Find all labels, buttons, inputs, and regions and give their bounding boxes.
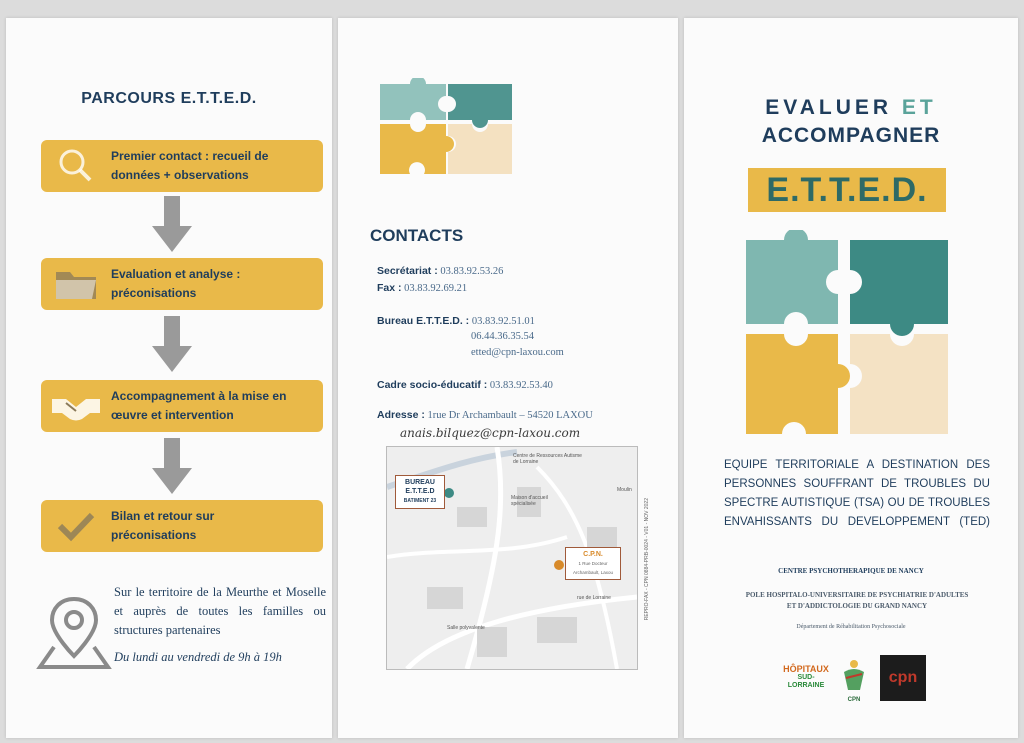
handshake-icon <box>41 380 111 432</box>
cadre-phone: 03.83.92.53.40 <box>489 380 553 391</box>
step-3-line1: Accompagnement à la mise en <box>111 389 287 403</box>
hopitaux-logo-line2: SUD-LORRAINE <box>787 674 825 689</box>
department-name: Département de Réhabilitation Psychosociale <box>796 624 906 630</box>
map-place-4: Moulin <box>617 487 632 493</box>
description-line-4: ENVAHISSANTS DU DEVELOPPEMENT (TED) <box>724 516 990 528</box>
cpn-figure-logo-text: CPN <box>847 697 861 703</box>
secretariat-label: Secrétariat : <box>377 265 438 277</box>
bureau-label: Bureau E.T.T.E.D. : <box>377 315 470 327</box>
pole-line-1: POLE HOSPITALO-UNIVERSITAIRE DE PSYCHIATRIE D'ADULTES <box>745 591 969 599</box>
secretariat-phone: 03.83.92.53.26 <box>440 266 504 277</box>
location-pin-icon <box>36 595 112 671</box>
step-bilan <box>41 500 323 552</box>
step-premier-contact <box>41 140 323 192</box>
large-puzzle-icon <box>742 230 954 440</box>
folder-icon <box>41 258 111 310</box>
map-bureau-label <box>395 475 445 509</box>
down-arrow-icon <box>152 316 192 372</box>
opening-hours: Du lundi au vendredi de 9h à 19h <box>114 650 282 664</box>
map-bureau-line2: E.T.T.E.D <box>405 488 435 495</box>
map-place-1: Centre de Ressources Autisme de Lorraine <box>513 453 582 465</box>
map-place-2: Maison d'accueil spécialisée <box>511 495 548 507</box>
bureau-email: etted@cpn-laxou.com <box>471 347 564 358</box>
map-cpn-line3: Archambault, Laxou <box>572 570 614 575</box>
heading-line-1 <box>684 96 1018 120</box>
map-bureau-line1: BUREAU <box>405 479 435 486</box>
heading-evaluer: EVALUER <box>765 96 893 119</box>
step-4-line1: Bilan et retour sur <box>111 509 215 523</box>
heading-et: ET <box>901 96 937 119</box>
bureau-phone-2: 06.44.36.35.54 <box>471 331 534 342</box>
map-cpn-line2: 1 Rue Docteur <box>578 561 608 566</box>
magnifier-icon <box>41 140 111 192</box>
map-cpn-line1: C.P.N. <box>583 551 603 558</box>
puzzle-icon <box>378 78 518 188</box>
pole-line-2: ET D'ADDICTOLOGIE DU GRAND NANCY <box>786 602 928 610</box>
step-2-line2: préconisations <box>111 286 197 300</box>
secretariat-line <box>377 265 503 277</box>
step-4-line2: préconisations <box>111 528 197 542</box>
map-bureau-line3: BATIMENT 23 <box>403 498 437 504</box>
middle-panel <box>338 18 678 738</box>
right-panel <box>684 18 1018 738</box>
hopitaux-logo-line1: HÔPITAUX <box>783 664 829 674</box>
down-arrow-icon <box>152 438 192 494</box>
print-code: REPRO-FAX - CPN 0884-PRB-0024 - V01 - NOV 2022 <box>644 498 650 621</box>
heading-accompagner: ACCOMPAGNER <box>761 124 941 147</box>
contacts-title: CONTACTS <box>370 226 464 245</box>
description-line-3: SPECTRE AUTISTIQUE (TSA) OU DE TROUBLES <box>724 497 990 509</box>
pole-name <box>724 590 990 612</box>
step-accompagnement <box>41 380 323 432</box>
adresse-label: Adresse : <box>377 409 425 421</box>
location-map <box>386 446 638 670</box>
adresse-value: 1rue Dr Archambault – 54520 LAXOU <box>427 410 593 421</box>
fax-line <box>377 282 467 294</box>
territory-text: Sur le territoire de la Meurthe et Moselle et auprès de toutes les familles ou structures partenaires <box>114 585 326 637</box>
map-place-5: rue de Lorraine <box>577 595 611 601</box>
handwritten-email: anais.bilquez@cpn-laxou.com <box>400 426 581 440</box>
description-line-2: PERSONNES SOUFFRANT DE TROUBLES DU <box>724 478 990 490</box>
step-evaluation <box>41 258 323 310</box>
bureau-line <box>377 315 535 327</box>
step-2-line1: Evaluation et analyse : <box>111 267 241 281</box>
map-cpn-label <box>565 547 621 580</box>
parcours-title: PARCOURS E.T.T.E.D. <box>81 90 257 107</box>
step-1-line2: données + observations <box>111 168 249 182</box>
description-line-1: EQUIPE TERRITORIALE A DESTINATION DES <box>724 459 990 471</box>
map-place-3: Salle polyvalente <box>447 625 485 631</box>
adresse-line <box>377 409 593 421</box>
step-3-line2: œuvre et intervention <box>111 408 234 422</box>
etted-brand: E.T.T.E.D. <box>748 168 946 212</box>
cpn-figure-logo <box>840 658 868 703</box>
bureau-phone-1: 03.83.92.51.01 <box>471 316 535 327</box>
checkmark-icon <box>41 500 111 552</box>
centre-name: CENTRE PSYCHOTHERAPIQUE DE NANCY <box>778 567 924 575</box>
fax-label: Fax : <box>377 282 402 294</box>
team-description <box>724 456 990 532</box>
left-panel <box>6 18 332 738</box>
hopitaux-logo <box>780 664 832 700</box>
figure-icon <box>840 658 868 692</box>
cadre-line <box>377 379 553 391</box>
fax-phone: 03.83.92.69.21 <box>404 283 468 294</box>
cadre-label: Cadre socio-éducatif : <box>377 379 488 391</box>
cpn-dark-logo: cpn <box>880 655 926 701</box>
step-1-line1: Premier contact : recueil de <box>111 149 269 163</box>
down-arrow-icon <box>152 196 192 252</box>
